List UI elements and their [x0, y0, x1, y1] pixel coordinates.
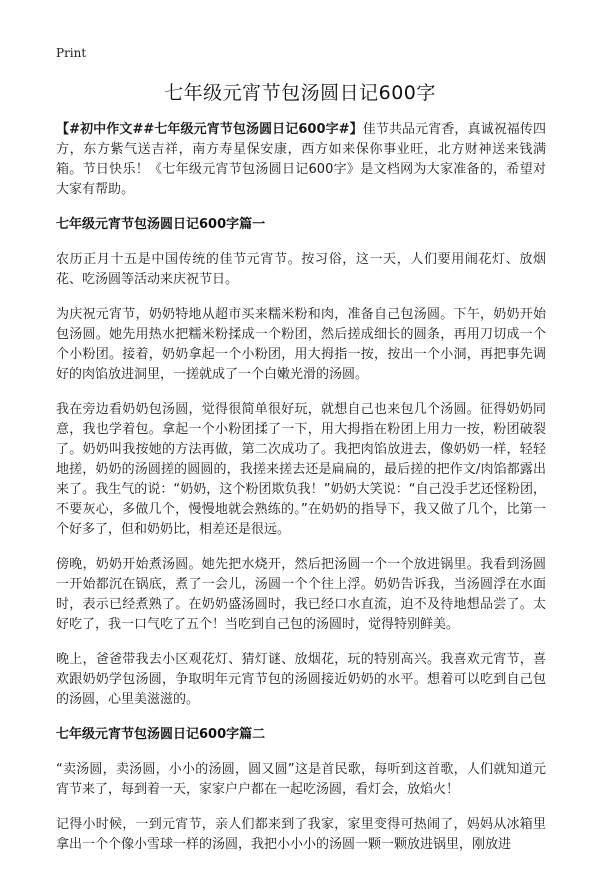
paragraph: “卖汤圆，卖汤圆，小小的汤圆，圆又圆”这是首民歌，每听到这首歌，人们就知道元宵节来了，每到着一天，家家户户都在一起吃汤圆，看灯会，放焰火！ — [56, 762, 546, 797]
intro-tag: 【#初中作文##七年级元宵节包汤圆日记600字#】 — [56, 122, 363, 137]
paragraph: 农历正月十五是中国传统的佳节元宵节。按习俗，这一天，人们要用闹花灯、放烟花、吃汤圆等活动来庆祝节日。 — [56, 252, 546, 287]
paragraph: 傍晚，奶奶开始煮汤圆。她先把水烧开，然后把汤圆一个一个放进锅里。我看到汤圆一开始都沉在锅底，煮了一会儿，汤圆一个个往上浮。奶奶告诉我，当汤圆浮在水面时，表示已经煮熟了。在奶奶盛汤圆时，我已经口水直流，迫不及待地想品尝了。太好吃了，我一口气吃了五个！当吃到自己包的汤圆时，觉得特别鲜美。 — [56, 557, 546, 632]
print-link[interactable]: Print — [56, 46, 87, 60]
document-title: 七年级元宵节包汤圆日记600字 — [164, 82, 436, 104]
paragraph: 晚上，爸爸带我去小区观花灯、猜灯谜、放烟花，玩的特别高兴。我喜欢元宵节，喜欢跟奶奶学包汤圆，争取明年元宵节包的汤圆接近奶奶的水平。想着可以吃到自己包的汤圆，心里美滋滋的。 — [56, 652, 546, 707]
section-heading-1: 七年级元宵节包汤圆日记600字篇一 — [56, 217, 266, 232]
intro-text: 佳节共品元宵香，真诚祝福传四方，东方紫气送吉祥，南方寿星保安康，西方如来保你事业旺，北方财神送来钱满箱。节日快乐！《七年级元宵节包汤圆日记600字》是文档网为大家准备的，希望对大家有帮助。 — [56, 122, 546, 197]
paragraph: 为庆祝元宵节，奶奶特地从超市买来糯米粉和肉，准备自己包汤圆。下午，奶奶开始包汤圆。她先用热水把糯米粉揉成一个粉团，然后搓成细长的圆条，再用刀切成一个个小粉团。接着，奶奶拿起一个小粉团，用大拇指一按，按出一个小洞，再把事先调好的肉馅放进洞里，一搓就成了一个白嫩光滑的汤圆。 — [56, 307, 546, 382]
intro-paragraph — [56, 120, 546, 200]
document-body — [56, 120, 546, 870]
section-heading-2: 七年级元宵节包汤圆日记600字篇二 — [56, 727, 266, 742]
paragraph: 记得小时候，一到元宵节，亲人们都来到了我家，家里变得可热闹了，妈妈从冰箱里拿出一个个像小雪球一样的汤圆，我把小小小的汤圆一颗一颗放进锅里，刚放进 — [56, 817, 546, 852]
paragraph: 我在旁边看奶奶包汤圆，觉得很简单很好玩，就想自己也来包几个汤圆。征得奶奶同意，我也学着包。拿起一个小粉团揉了一下，用大拇指在粉团上用力一按，粉团破裂了。奶奶叫我按她的方法再做，第二次成功了。我把肉馅放进去，像奶奶一样，轻轻地搓，奶奶的汤圆搓的圆圆的，我搓来搓去还是扁扁的，最后搓的把作文/肉馅都露出来了。我生气的说：“奶奶，这个粉团欺负我！”奶奶大笑说：“自己没手艺还怪粉团，不要灰心，多做几个，慢慢地就会熟练的。”在奶奶的指导下，我又做了几个，比第一个好多了，但和奶奶比，相差还是很远。 — [56, 402, 546, 537]
